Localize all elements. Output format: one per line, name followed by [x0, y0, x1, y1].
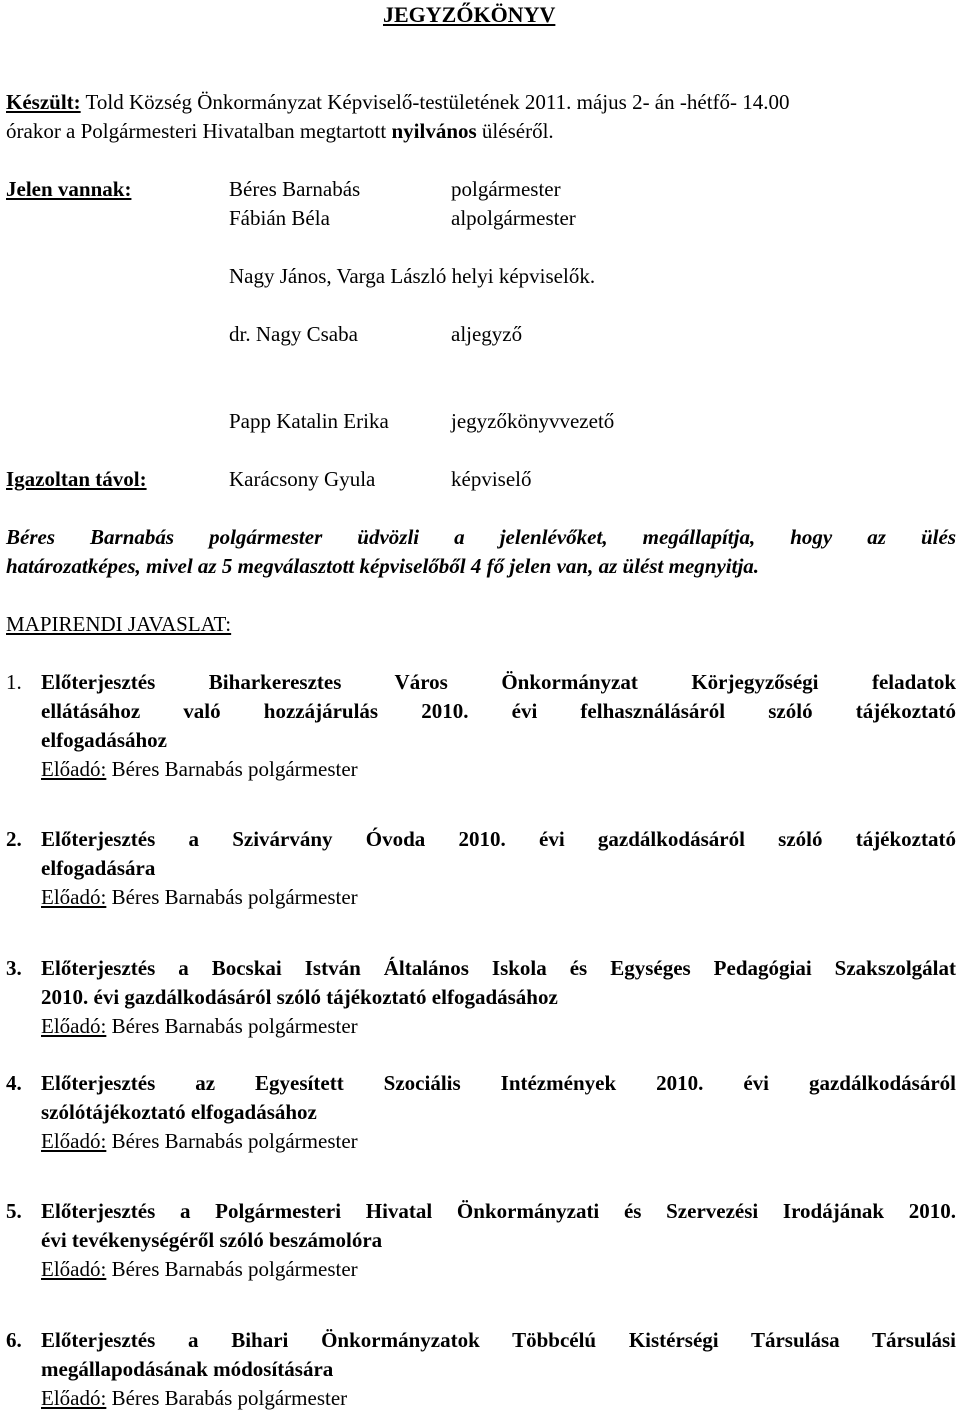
- member-name: Fábián Béla: [229, 206, 330, 230]
- presenter-label: Előadó:: [41, 1257, 107, 1281]
- clerk-name: dr. Nagy Csaba: [229, 322, 358, 346]
- intro-line-1: [6, 92, 956, 113]
- agenda-item-presenter: [41, 1131, 358, 1152]
- opening-line-1: Béres Barnabás polgármester üdvözli a jelenlévőket, megállapítja, hogy az ülés: [6, 525, 956, 549]
- intro-label: Készült:: [6, 90, 81, 114]
- agenda-item-title: szólótájékoztató elfogadásához: [41, 1100, 317, 1124]
- presenter-label: Előadó:: [41, 1386, 107, 1410]
- presenter-name: Béres Barabás polgármester: [111, 1386, 348, 1410]
- presenter-label: Előadó:: [41, 885, 107, 909]
- agenda-item-number: 3.: [6, 956, 22, 980]
- agenda-item-title: elfogadásához: [41, 728, 167, 752]
- agenda-item-number: 4.: [6, 1071, 22, 1095]
- presenter-name: Béres Barnabás polgármester: [111, 757, 358, 781]
- page-title: JEGYZŐKÖNYV: [383, 2, 556, 27]
- agenda-item-presenter: [41, 759, 358, 780]
- member-name: Béres Barnabás: [229, 177, 361, 201]
- agenda-item-presenter: [41, 1388, 347, 1409]
- agenda-item-title: Előterjesztés a Bihari Önkormányzatok Többcélú Kistérségi Társulása Társulási: [41, 1328, 956, 1352]
- agenda-item-presenter: [41, 1259, 358, 1280]
- agenda-item-presenter: [41, 887, 358, 908]
- agenda-item-number: 2.: [6, 827, 22, 851]
- agenda-heading: MAPIRENDI JAVASLAT:: [6, 612, 232, 636]
- presenter-name: Béres Barnabás polgármester: [111, 1014, 358, 1038]
- presenter-name: Béres Barnabás polgármester: [111, 885, 358, 909]
- agenda-item-title: megállapodásának módosítására: [41, 1357, 334, 1381]
- agenda-item-title: Előterjesztés a Bocskai István Általános Iskola és Egységes Pedagógiai Szakszolgálat: [41, 956, 956, 980]
- minutes-keeper-name: Papp Katalin Erika: [229, 409, 389, 433]
- other-representatives: Nagy János, Varga László helyi képviselők.: [229, 264, 596, 288]
- agenda-item-number: 5.: [6, 1199, 22, 1223]
- agenda-item-title: elfogadására: [41, 856, 156, 880]
- presenter-name: Béres Barnabás polgármester: [111, 1129, 358, 1153]
- opening-line-2: határozatképes, mivel az 5 megválasztott képviselőből 4 fő jelen van, az ülést megnyitja.: [6, 554, 760, 578]
- agenda-item-title: Előterjesztés Biharkeresztes Város Önkormányzat Körjegyzőségi feladatok: [41, 670, 956, 694]
- absent-role: képviselő: [451, 467, 532, 491]
- minutes-keeper-role: jegyzőkönyvvezető: [451, 409, 615, 433]
- member-role: polgármester: [451, 177, 561, 201]
- agenda-item-title: 2010. évi gazdálkodásáról szóló tájékoztató elfogadásához: [41, 985, 558, 1009]
- agenda-item-title: Előterjesztés a Polgármesteri Hivatal Önkormányzati és Szervezési Irodájának 2010.: [41, 1199, 956, 1223]
- member-role: alpolgármester: [451, 206, 576, 230]
- agenda-item-presenter: [41, 1016, 358, 1037]
- presenter-label: Előadó:: [41, 1014, 107, 1038]
- agenda-item-number: 1.: [6, 670, 22, 694]
- agenda-item-title: Előterjesztés az Egyesített Szociális Intézmények 2010. évi gazdálkodásáról: [41, 1071, 956, 1095]
- intro-text: Told Község Önkormányzat Képviselő-testületének 2011. május 2- án -hétfő- 14.00: [85, 90, 790, 114]
- intro-bold-word: nyilvános: [391, 119, 477, 143]
- agenda-item-number: 6.: [6, 1328, 22, 1352]
- intro-text-2a: órakor a Polgármesteri Hivatalban megtartott: [6, 119, 392, 143]
- clerk-role: aljegyző: [451, 322, 523, 346]
- presenter-name: Béres Barnabás polgármester: [111, 1257, 358, 1281]
- absent-label: Igazoltan távol:: [6, 467, 147, 491]
- present-label: Jelen vannak:: [6, 177, 132, 201]
- agenda-item-title: Előterjesztés a Szivárvány Óvoda 2010. évi gazdálkodásáról szóló tájékoztató: [41, 827, 956, 851]
- presenter-label: Előadó:: [41, 757, 107, 781]
- intro-text-2b: üléséről.: [476, 119, 554, 143]
- agenda-item-title: ellátásához való hozzájárulás 2010. évi felhasználásáról szóló tájékoztató: [41, 699, 956, 723]
- agenda-item-title: évi tevékenységéről szóló beszámolóra: [41, 1228, 383, 1252]
- intro-line-2: [6, 121, 554, 142]
- absent-name: Karácsony Gyula: [229, 467, 376, 491]
- presenter-label: Előadó:: [41, 1129, 107, 1153]
